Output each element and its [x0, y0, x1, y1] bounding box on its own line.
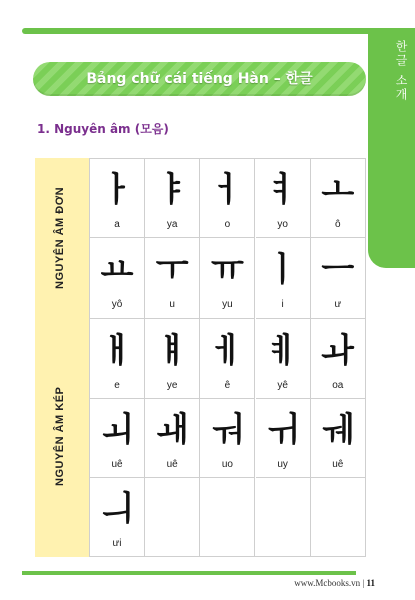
hangul-vowel: ㅔ	[210, 331, 244, 371]
empty-cell	[311, 477, 366, 557]
hangul-vowel: ㅘ	[321, 331, 355, 371]
vowel-cell	[256, 398, 311, 478]
vowel-cell	[90, 477, 145, 557]
hangul-vowel: ㅖ	[266, 331, 300, 371]
vowel-cell	[256, 238, 311, 319]
hangul-vowel: ㅜ	[155, 250, 189, 290]
hangul-vowel: ㅡ	[321, 250, 355, 290]
hangul-vowel: ㅣ	[266, 250, 300, 290]
top-rule	[22, 28, 374, 34]
empty-cell	[200, 477, 255, 557]
vowel-romanization: u	[169, 299, 175, 310]
hangul-vowel: ㅞ	[321, 410, 355, 450]
hangul-vowel: ㅓ	[210, 170, 244, 210]
page-number: 11	[366, 578, 375, 588]
vowel-cell	[311, 238, 366, 319]
vowel-cell	[90, 158, 145, 238]
vowel-cell	[145, 158, 200, 238]
vowel-cell	[256, 319, 311, 399]
hangul-vowel: ㅗ	[321, 170, 355, 210]
vowel-romanization: e	[114, 380, 120, 391]
category-double-label: NGUYÊN ÂM KÉP	[54, 386, 66, 486]
vowel-romanization: a	[114, 219, 120, 230]
empty-cell	[256, 477, 311, 557]
vowel-romanization: yê	[277, 380, 288, 391]
vowel-cell	[200, 319, 255, 399]
hangul-vowel: ㅐ	[100, 331, 134, 371]
hangul-vowel: ㅙ	[155, 410, 189, 450]
hangul-vowel: ㅚ	[100, 410, 134, 450]
vowel-cell	[256, 158, 311, 238]
vowel-romanization: ô	[335, 219, 341, 230]
vowel-cell	[200, 238, 255, 319]
empty-cell	[145, 477, 200, 557]
vowel-romanization: ưi	[112, 538, 122, 549]
hangul-vowel: ㅒ	[155, 331, 189, 371]
side-tab-label: 한글 소개	[394, 40, 408, 102]
hangul-vowel: ㅠ	[210, 250, 244, 290]
footer-site: www.Mcbooks.vn	[294, 578, 361, 588]
vowel-romanization: ya	[166, 219, 178, 230]
vowel-cell	[90, 319, 145, 399]
vowel-romanization: o	[224, 219, 231, 230]
hangul-vowel: ㅑ	[155, 170, 189, 210]
vowel-romanization: uê	[111, 459, 123, 470]
page-footer	[294, 578, 375, 588]
hangul-vowel: ㅟ	[266, 410, 300, 450]
vowel-cell	[311, 158, 366, 238]
vowel-cell	[311, 319, 366, 399]
vowel-romanization: yu	[222, 299, 233, 310]
vowel-romanization: uê	[332, 459, 344, 470]
vowel-cell	[200, 398, 255, 478]
category-single-label: NGUYÊN ÂM ĐƠN	[54, 186, 66, 290]
vowel-cell	[90, 238, 145, 319]
vowel-cell	[145, 238, 200, 319]
vowel-cell	[145, 319, 200, 399]
hangul-vowel: ㅛ	[100, 250, 134, 290]
vowel-romanization: yô	[111, 299, 123, 310]
hangul-vowel: ㅏ	[100, 170, 134, 210]
hangul-vowel: ㅢ	[100, 489, 134, 529]
vowel-romanization: oa	[332, 380, 344, 391]
vowel-romanization: yo	[277, 219, 288, 230]
bottom-rule	[22, 571, 356, 575]
vowel-romanization: i	[281, 299, 284, 310]
banner-title: Bảng chữ cái tiếng Hàn – 한글	[86, 71, 313, 87]
vowel-romanization: ye	[166, 380, 178, 391]
vowel-cell	[145, 398, 200, 478]
vowel-cell	[311, 398, 366, 478]
section-heading: 1. Nguyên âm (모음)	[37, 122, 169, 136]
vowel-romanization: ư	[334, 299, 342, 310]
vowel-cell	[90, 398, 145, 478]
vowel-romanization: ê	[224, 380, 231, 391]
hangul-vowel: ㅕ	[266, 170, 300, 210]
vowel-romanization: uy	[277, 459, 288, 470]
vowel-romanization: uê	[166, 459, 178, 470]
vowel-romanization: uo	[221, 459, 233, 470]
footer-separator: |	[362, 578, 365, 588]
hangul-vowel: ㅝ	[210, 410, 244, 450]
vowel-cell	[200, 158, 255, 238]
